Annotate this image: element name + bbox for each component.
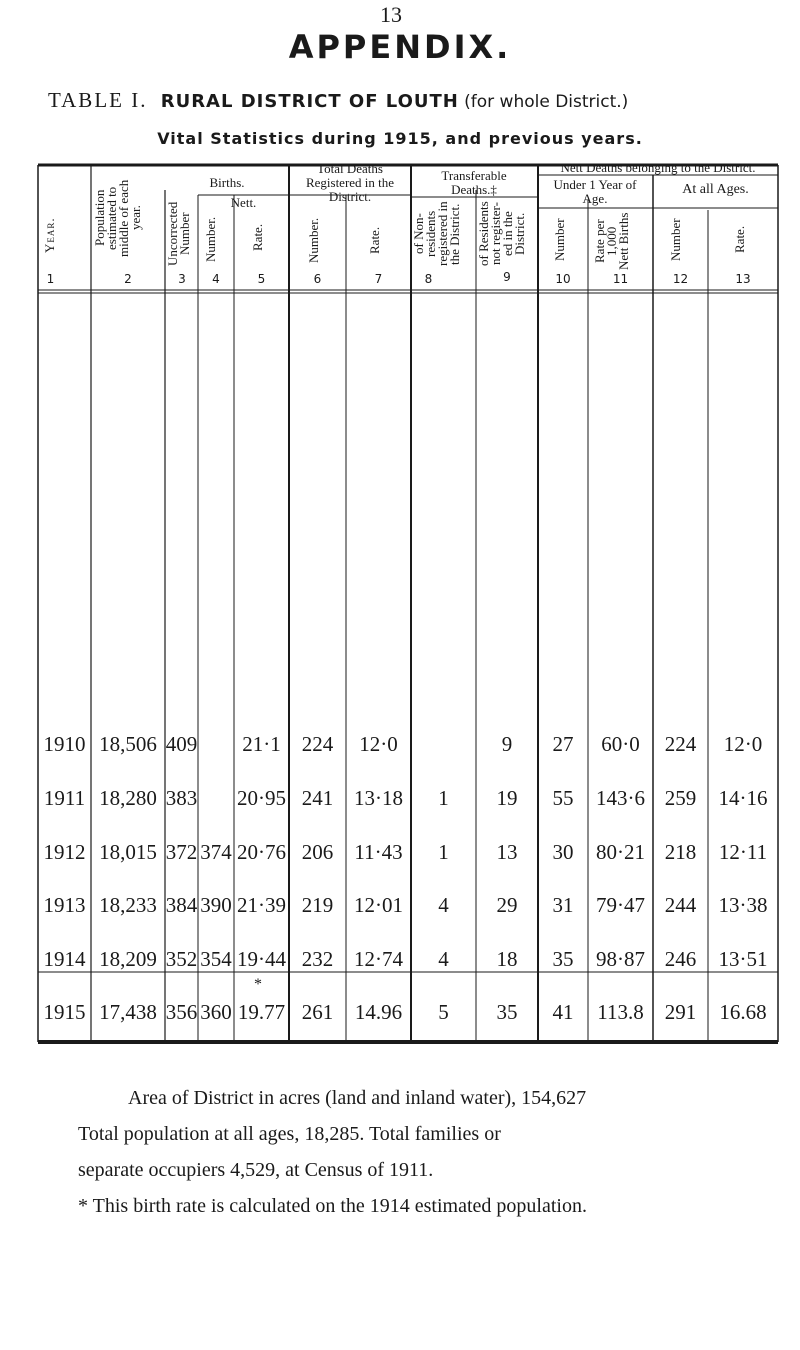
cell-all-number: 224 — [664, 732, 697, 756]
header-deaths-number: Number. — [306, 217, 321, 263]
cell-year: 1913 — [43, 893, 86, 917]
cell-births-uncorrected: 352 — [165, 947, 198, 971]
cell-deaths-rate: 12·01 — [354, 893, 403, 917]
cell-year: 1914 — [43, 947, 86, 971]
header-year: Year. — [42, 217, 57, 253]
column-number-9: 9 — [503, 270, 511, 284]
cell-all-rate: 16.68 — [719, 1000, 767, 1024]
cell-deaths-rate: 12·74 — [354, 947, 403, 971]
header-infant-rate: Rate per 1,000 Nett Births — [592, 212, 631, 270]
header-nett: Nett. — [230, 195, 257, 210]
header-under-1-year: Under 1 Year of Age. — [553, 177, 637, 206]
cell-deaths-number: 206 — [301, 840, 334, 864]
cell-infant-rate: 80·21 — [596, 840, 645, 864]
cell-all-rate: 13·51 — [718, 947, 768, 971]
cell-residents-elsewhere: 35 — [496, 1000, 518, 1024]
header-nett-deaths: Nett Deaths belonging to the District. — [560, 160, 756, 175]
appendix-heading: APPENDIX. — [288, 28, 512, 66]
column-number-7: 7 — [374, 272, 383, 286]
cell-infant-number: 30 — [552, 840, 574, 864]
cell-births-uncorrected: 409 — [165, 732, 198, 756]
population-note-line-2: separate occupiers 4,529, at Census of 1911. — [78, 1159, 434, 1181]
cell-residents-elsewhere: 18 — [496, 947, 518, 971]
cell-birth-rate: 19·44 — [237, 947, 286, 971]
header-non-residents: of Non- residents registered in the District. — [411, 201, 462, 267]
cell-all-rate: 12·11 — [718, 840, 768, 864]
cell-infant-rate: 60·0 — [601, 732, 640, 756]
cell-birth-rate: 21·39 — [237, 893, 286, 917]
cell-non-residents: 1 — [438, 786, 449, 810]
header-nett-number: Number. — [203, 216, 218, 263]
cell-year: 1915 — [43, 1000, 86, 1024]
header-uncorrected-number: Uncorrected Number — [165, 201, 192, 267]
cell-population: 18,280 — [99, 786, 157, 810]
cell-deaths-rate: 12·0 — [359, 732, 398, 756]
cell-population: 18,506 — [99, 732, 157, 756]
cell-infant-number: 27 — [552, 732, 574, 756]
column-number-13: 13 — [735, 272, 751, 286]
page-number: 13 — [380, 2, 402, 27]
cell-birth-rate: 20·76 — [237, 840, 286, 864]
header-infant-number: Number — [552, 218, 567, 262]
column-number-1: 1 — [46, 272, 55, 286]
table-subtitle: Vital Statistics during 1915, and previous years. — [157, 129, 643, 148]
cell-infant-number: 41 — [552, 1000, 574, 1024]
cell-non-residents: 4 — [438, 947, 449, 971]
cell-population: 18,015 — [99, 840, 157, 864]
cell-population: 18,233 — [99, 893, 157, 917]
cell-year: 1911 — [43, 786, 86, 810]
header-total-deaths: Total Deaths Registered in the District. — [305, 161, 395, 204]
cell-births-uncorrected: 384 — [165, 893, 198, 917]
cell-all-number: 246 — [664, 947, 697, 971]
cell-non-residents: 5 — [438, 1000, 449, 1024]
cell-year: 1912 — [43, 840, 86, 864]
cell-births-uncorrected: 356 — [165, 1000, 198, 1024]
header-nett-rate: Rate. — [250, 223, 265, 252]
cell-all-rate: 14·16 — [718, 786, 768, 810]
header-transferable-deaths: Transferable Deaths.‡ — [441, 168, 507, 197]
cell-births-nett: 390 — [200, 893, 232, 917]
cell-all-number: 218 — [664, 840, 697, 864]
cell-births-nett: 374 — [200, 840, 232, 864]
population-note-line-1: Total population at all ages, 18,285. Total families or — [78, 1123, 501, 1145]
column-number-11: 11 — [612, 272, 629, 286]
column-number-12: 12 — [672, 272, 689, 286]
cell-births-nett: 354 — [200, 947, 232, 971]
cell-deaths-number: 261 — [301, 1000, 334, 1024]
column-number-2: 2 — [124, 272, 132, 286]
cell-deaths-number: 232 — [301, 947, 334, 971]
column-number-10: 10 — [555, 272, 571, 286]
cell-deaths-rate: 11·43 — [354, 840, 403, 864]
cell-residents-elsewhere: 13 — [496, 840, 518, 864]
column-number-3: 3 — [178, 272, 186, 286]
column-number-5: 5 — [257, 272, 266, 286]
cell-birth-rate: 19.77 — [237, 1000, 286, 1024]
asterisk-marker: * — [254, 976, 262, 993]
table-label: TABLE I. — [48, 88, 148, 112]
cell-all-number: 291 — [664, 1000, 697, 1024]
cell-all-rate: 13·38 — [718, 893, 768, 917]
column-number-8: 8 — [424, 272, 433, 286]
header-deaths-rate: Rate. — [367, 226, 382, 254]
district-scope: (for whole District.) — [464, 92, 629, 112]
cell-residents-elsewhere: 19 — [496, 786, 518, 810]
cell-deaths-number: 219 — [301, 893, 334, 917]
cell-all-number: 244 — [664, 893, 697, 917]
cell-non-residents: 4 — [438, 893, 449, 917]
cell-infant-rate: 143·6 — [596, 786, 645, 810]
cell-birth-rate: 21·1 — [242, 732, 281, 756]
cell-all-rate: 12·0 — [723, 732, 763, 756]
column-number-4: 4 — [212, 272, 220, 286]
header-all-rate: Rate. — [732, 225, 747, 253]
cell-infant-rate: 79·47 — [596, 893, 645, 917]
cell-infant-number: 35 — [552, 947, 574, 971]
cell-births-nett: 360 — [200, 1000, 232, 1024]
header-residents-not-registered: of Residents not register- ed in the District. — [476, 201, 527, 267]
cell-population: 18,209 — [99, 947, 157, 971]
header-births: Births. — [209, 175, 245, 190]
cell-births-uncorrected: 372 — [165, 840, 198, 864]
header-all-number: Number — [668, 218, 683, 262]
cell-births-uncorrected: 383 — [165, 786, 198, 810]
cell-birth-rate: 20·95 — [237, 786, 286, 810]
cell-infant-number: 31 — [552, 893, 574, 917]
cell-deaths-number: 241 — [301, 786, 334, 810]
header-at-all-ages: At all Ages. — [682, 182, 749, 197]
cell-residents-elsewhere: 9 — [501, 732, 513, 756]
column-number-6: 6 — [313, 272, 322, 286]
cell-year: 1910 — [43, 732, 86, 756]
area-note: Area of District in acres (land and inland water), 154,627 — [128, 1087, 587, 1109]
district-title: RURAL DISTRICT OF LOUTH — [160, 91, 459, 112]
cell-infant-rate: 98·87 — [596, 947, 645, 971]
cell-infant-number: 55 — [552, 786, 574, 810]
cell-all-number: 259 — [664, 786, 697, 810]
header-population: Population estimated to middle of each year. — [92, 179, 143, 257]
cell-non-residents: 1 — [438, 840, 449, 864]
cell-infant-rate: 113.8 — [597, 1000, 644, 1024]
cell-deaths-number: 224 — [301, 732, 334, 756]
cell-deaths-rate: 13·18 — [354, 786, 403, 810]
cell-population: 17,438 — [99, 1000, 157, 1024]
birth-rate-footnote: * This birth rate is calculated on the 1914 estimated population. — [78, 1195, 587, 1217]
cell-deaths-rate: 14.96 — [354, 1000, 403, 1024]
cell-residents-elsewhere: 29 — [496, 893, 518, 917]
